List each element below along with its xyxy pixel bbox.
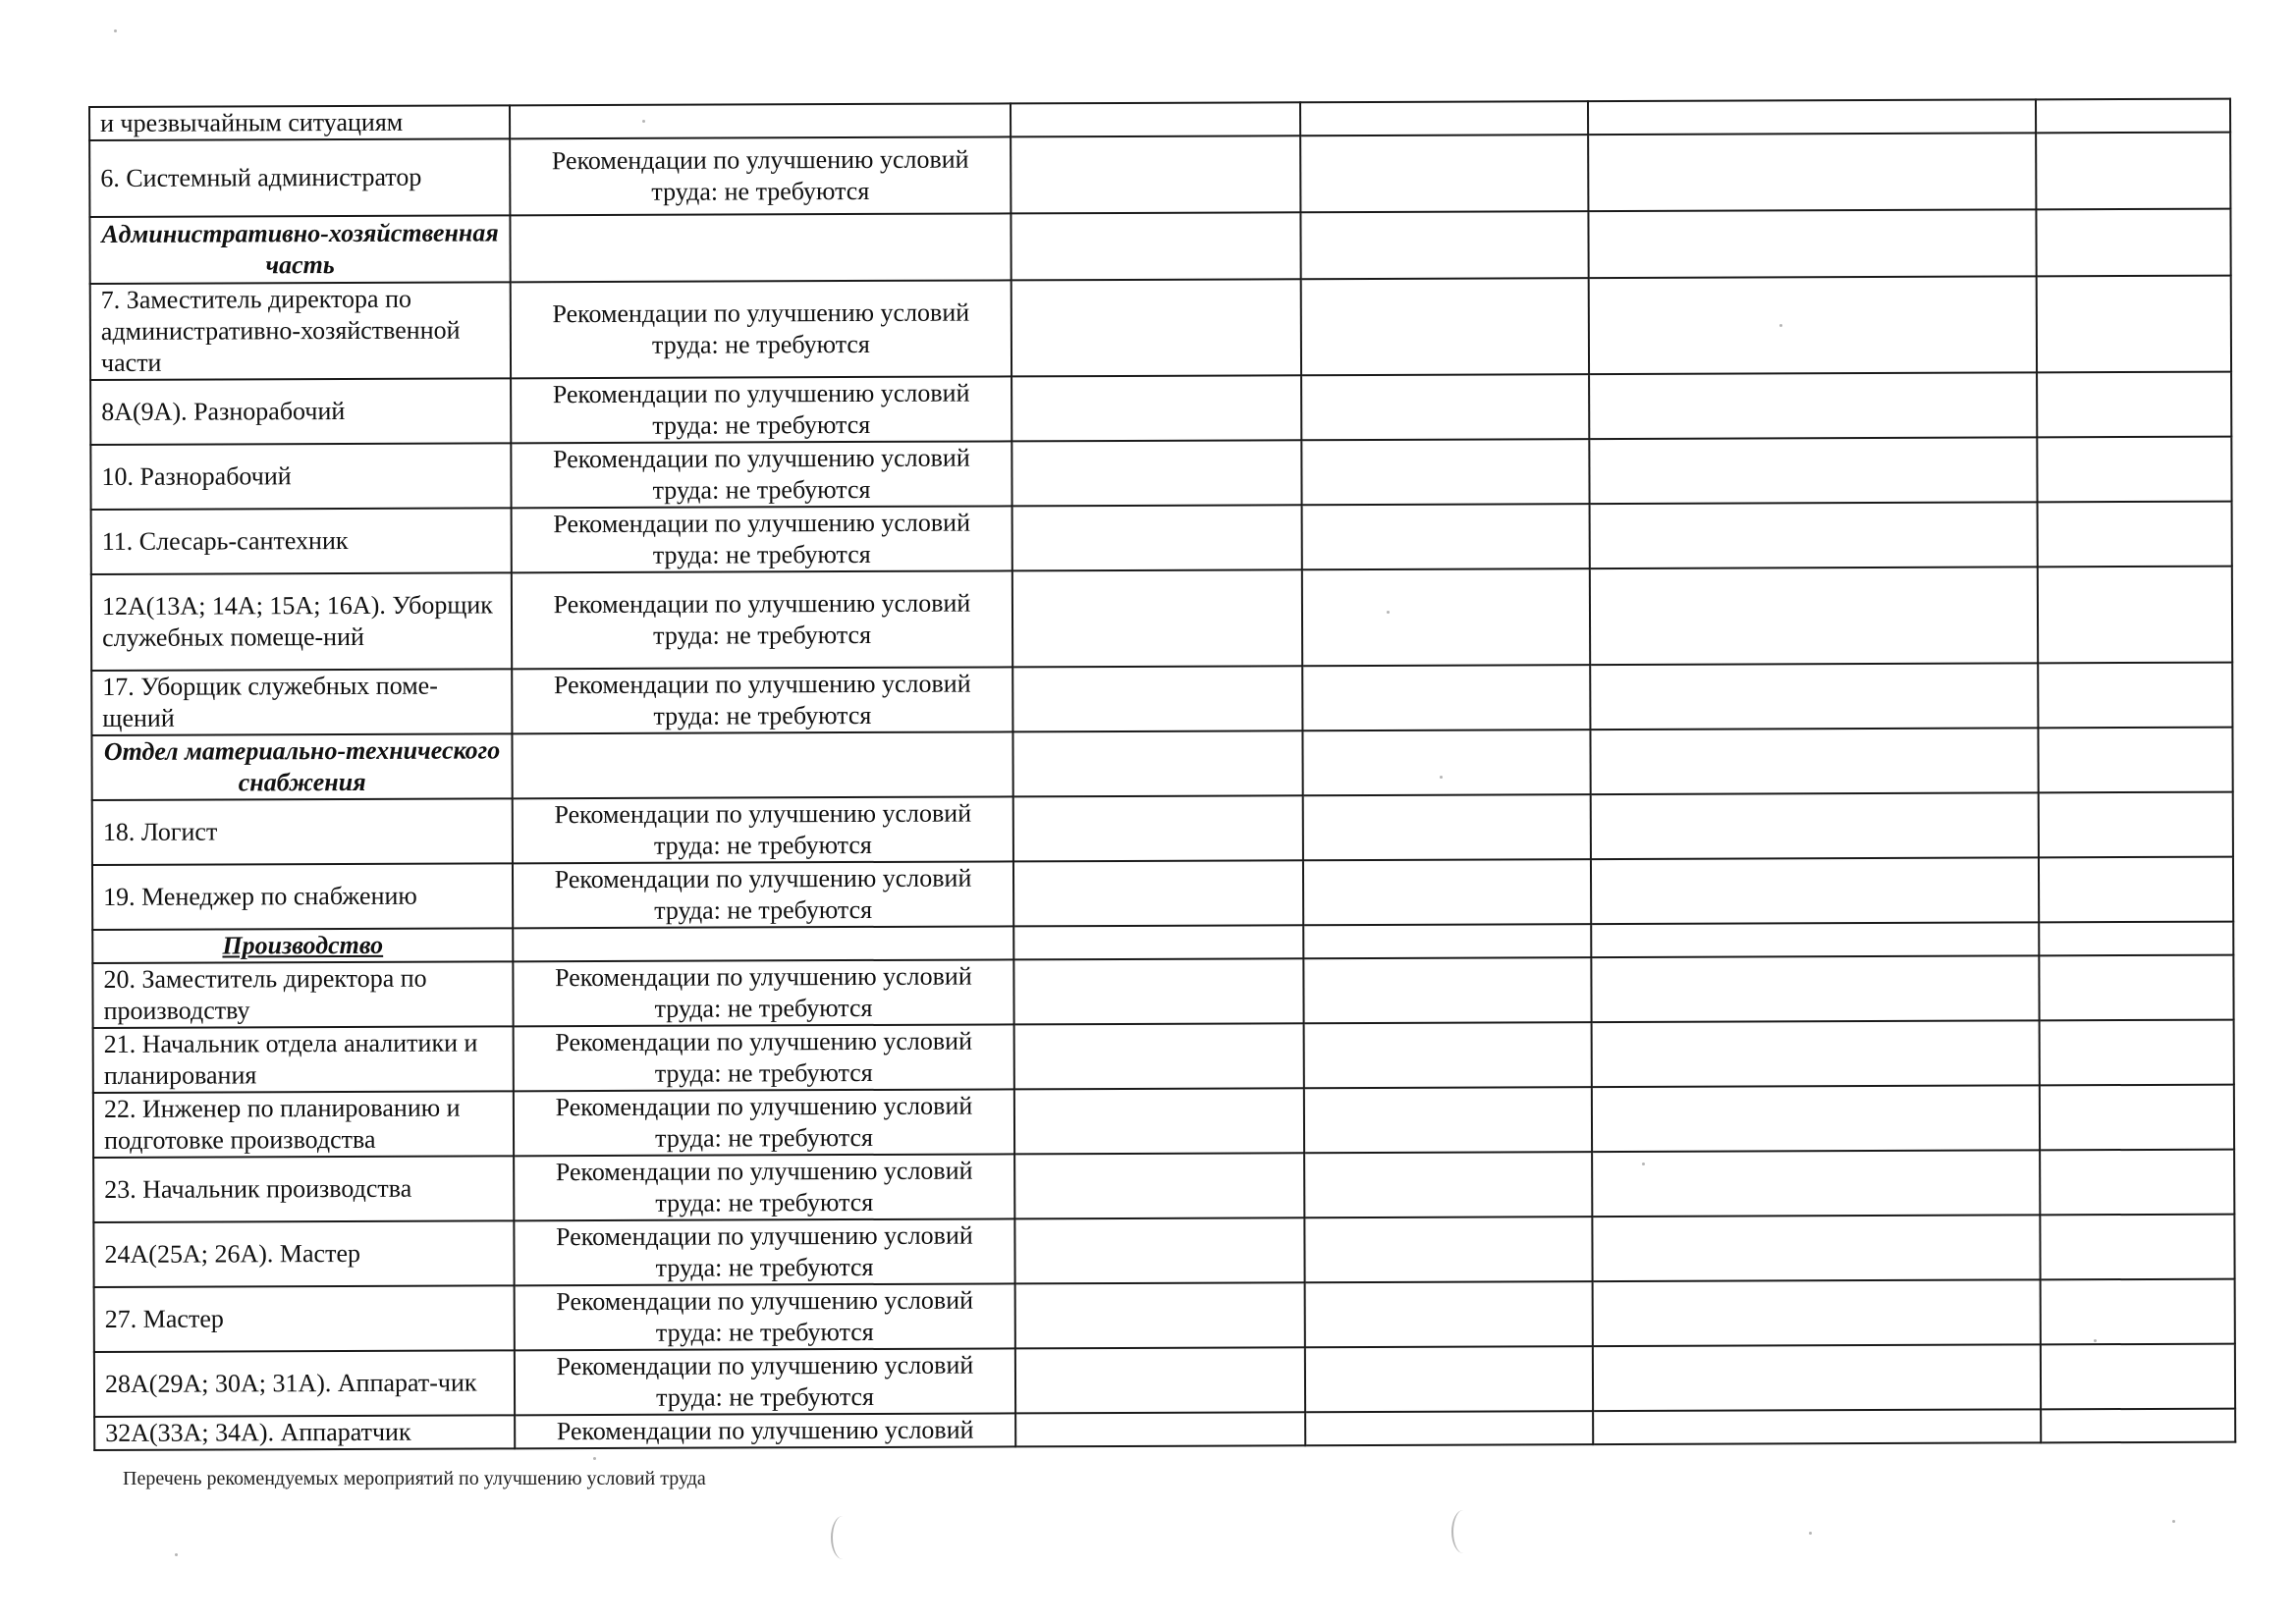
recommendation-cell: Рекомендации по улучшению условий труда: не требуются xyxy=(512,570,1012,669)
table-row xyxy=(92,792,2233,865)
position-cell: 21. Начальник отдела аналитики и планирования xyxy=(93,1026,514,1093)
empty-cell xyxy=(1592,1215,2040,1281)
empty-cell xyxy=(1013,795,1303,861)
scan-speck xyxy=(642,120,645,123)
table-row xyxy=(92,955,2233,1028)
empty-cell xyxy=(1012,569,1302,667)
scan-speck xyxy=(1642,1163,1645,1165)
empty-cell xyxy=(1591,857,2039,924)
empty-cell xyxy=(2041,1344,2235,1410)
empty-cell xyxy=(2041,1409,2235,1443)
position-cell: 27. Мастер xyxy=(94,1285,515,1352)
section-heading-cell xyxy=(89,215,510,284)
empty-cell xyxy=(1015,1412,1305,1446)
scan-speck xyxy=(593,1457,596,1460)
measures-table xyxy=(88,98,2236,1451)
section-heading-cell xyxy=(92,928,513,963)
table-row xyxy=(93,1150,2234,1222)
empty-cell xyxy=(1588,133,2036,211)
empty-cell xyxy=(1304,1152,1592,1217)
empty-cell xyxy=(2040,1215,2234,1280)
empty-cell xyxy=(1300,135,1588,212)
empty-cell xyxy=(1303,924,1591,958)
empty-cell xyxy=(1013,860,1303,926)
empty-cell xyxy=(1300,101,1588,135)
empty-cell xyxy=(2037,437,2231,503)
empty-cell xyxy=(1015,1282,1305,1348)
position-cell: 23. Начальник производства xyxy=(93,1156,514,1222)
empty-cell xyxy=(1592,1020,2040,1087)
scan-speck xyxy=(1440,776,1443,779)
empty-cell xyxy=(1012,730,1302,796)
position-cell: 28А(29А; 30А; 31А). Аппарат-чик xyxy=(94,1350,515,1417)
empty-cell xyxy=(1305,1346,1593,1412)
document-sheet xyxy=(88,98,2234,1451)
empty-cell xyxy=(2038,502,2232,568)
recommendation-cell xyxy=(510,213,1011,282)
empty-cell xyxy=(1590,663,2038,730)
empty-cell xyxy=(1012,666,1302,731)
empty-cell xyxy=(1014,1088,1304,1154)
footer-caption: Перечень рекомендуемых мероприятий по улучшению условий труда xyxy=(123,1468,706,1489)
empty-cell xyxy=(1011,212,1300,280)
recommendation-cell: Рекомендации по улучшению условий труда: не требуются xyxy=(513,959,1013,1026)
recommendation-cell: Рекомендации по улучшению условий труда: не требуются xyxy=(511,441,1011,508)
table-row xyxy=(91,663,2232,735)
empty-cell xyxy=(2038,567,2232,664)
empty-cell xyxy=(1593,1409,2041,1444)
empty-cell xyxy=(1301,278,1589,375)
position-cell: 12А(13А; 14А; 15А; 16А). Уборщик служебных помеще-ний xyxy=(91,572,512,671)
empty-cell xyxy=(1011,102,1300,136)
section-heading-cell xyxy=(91,733,512,800)
table-row xyxy=(93,1215,2234,1287)
empty-cell xyxy=(1302,568,1590,666)
table-row xyxy=(92,857,2233,930)
position-cell: и чрезвычайным ситуациям xyxy=(89,105,510,140)
empty-cell xyxy=(1014,1153,1304,1218)
empty-cell xyxy=(1014,1023,1304,1089)
position-cell: 11. Слесарь-сантехник xyxy=(91,508,512,574)
empty-cell xyxy=(1303,957,1591,1023)
empty-cell xyxy=(1589,276,2037,374)
section-heading: Административно-хозяйственная часть xyxy=(101,218,499,280)
empty-cell xyxy=(1301,439,1589,505)
empty-cell xyxy=(2039,955,2233,1021)
position-cell: 22. Инженер по планированию и подготовке производства xyxy=(93,1091,514,1158)
empty-cell xyxy=(1011,440,1301,506)
empty-cell xyxy=(1588,99,2036,135)
empty-cell xyxy=(2040,1150,2234,1216)
position-cell: 32А(33А; 34А). Аппаратчик xyxy=(94,1415,515,1450)
empty-cell xyxy=(1591,955,2039,1022)
recommendation-cell xyxy=(510,103,1011,138)
empty-cell xyxy=(2037,372,2231,438)
empty-cell xyxy=(1011,135,1300,213)
empty-cell xyxy=(1012,505,1302,570)
empty-cell xyxy=(1302,730,1590,795)
empty-cell xyxy=(1304,1022,1592,1088)
empty-cell xyxy=(2036,133,2230,210)
scan-speck xyxy=(1779,324,1782,327)
recommendation-cell: Рекомендации по улучшению условий труда: не требуются xyxy=(512,506,1012,572)
table-row xyxy=(94,1409,2235,1450)
empty-cell xyxy=(1592,1150,2040,1217)
empty-cell xyxy=(1591,922,2039,957)
position-cell: 24А(25А; 26А). Мастер xyxy=(93,1220,514,1287)
recommendation-cell: Рекомендации по улучшению условий xyxy=(515,1413,1015,1448)
table-row xyxy=(93,1020,2234,1093)
empty-cell xyxy=(1302,504,1590,569)
recommendation-cell: Рекомендации по улучшению условий труда: не требуются xyxy=(514,1089,1014,1156)
position-cell: 6. Системный администратор xyxy=(89,138,510,217)
empty-cell xyxy=(1589,437,2037,504)
table-row xyxy=(91,567,2232,671)
recommendation-cell: Рекомендации по улучшению условий труда: не требуются xyxy=(513,796,1013,863)
empty-cell xyxy=(1591,792,2039,859)
empty-cell xyxy=(1588,209,2036,278)
position-cell: 19. Менеджер по снабжению xyxy=(92,863,513,930)
empty-cell xyxy=(1304,1087,1592,1153)
empty-cell xyxy=(1013,958,1303,1024)
empty-cell xyxy=(1305,1411,1593,1445)
empty-cell xyxy=(2039,792,2233,858)
empty-cell xyxy=(1011,279,1301,376)
empty-cell xyxy=(2038,728,2232,793)
table-row xyxy=(91,502,2232,574)
empty-cell xyxy=(2038,663,2232,729)
recommendation-cell: Рекомендации по улучшению условий труда: не требуются xyxy=(513,861,1013,928)
empty-cell xyxy=(2039,922,2233,956)
empty-cell xyxy=(1590,567,2038,665)
scan-speck xyxy=(1387,611,1390,614)
empty-cell xyxy=(2037,276,2231,373)
empty-cell xyxy=(1011,375,1301,441)
empty-cell xyxy=(2040,1085,2234,1151)
empty-cell xyxy=(1589,372,2037,439)
section-heading: Производство xyxy=(222,930,384,960)
empty-cell xyxy=(2041,1279,2235,1345)
table-row xyxy=(90,276,2231,380)
empty-cell xyxy=(1303,794,1591,860)
recommendation-cell: Рекомендации по улучшению условий труда: не требуются xyxy=(514,1024,1014,1091)
punch-hole-mark xyxy=(1451,1510,1475,1553)
empty-cell xyxy=(1302,665,1590,730)
recommendation-cell: Рекомендации по улучшению условий труда: не требуются xyxy=(514,1218,1014,1285)
empty-cell xyxy=(2039,857,2233,923)
recommendation-cell: Рекомендации по улучшению условий труда: не требуются xyxy=(511,280,1011,378)
table-row xyxy=(90,437,2231,510)
empty-cell xyxy=(2036,209,2230,277)
position-cell: 10. Разнорабочий xyxy=(90,443,511,510)
empty-cell xyxy=(1590,502,2038,568)
table-row xyxy=(93,1085,2234,1158)
section-row xyxy=(91,728,2232,800)
section-heading: Отдел материально-технического снабжения xyxy=(103,735,501,797)
table-row xyxy=(94,1279,2235,1352)
scan-speck xyxy=(2094,1339,2097,1342)
table-row xyxy=(90,372,2231,445)
recommendation-cell: Рекомендации по улучшению условий труда: не требуются xyxy=(511,376,1011,443)
empty-cell xyxy=(1013,925,1303,959)
empty-cell xyxy=(1590,728,2038,794)
empty-cell xyxy=(1592,1085,2040,1152)
recommendation-cell: Рекомендации по улучшению условий труда: не требуются xyxy=(515,1283,1015,1350)
position-cell: 17. Уборщик служебных поме-щений xyxy=(91,669,512,735)
empty-cell xyxy=(1300,211,1588,279)
recommendation-cell: Рекомендации по улучшению условий труда: не требуются xyxy=(510,136,1011,215)
empty-cell xyxy=(1303,859,1591,925)
punch-hole-mark xyxy=(831,1516,854,1559)
scan-speck xyxy=(175,1553,178,1556)
empty-cell xyxy=(1301,374,1589,440)
recommendation-cell xyxy=(513,926,1013,961)
empty-cell xyxy=(1304,1217,1592,1282)
section-row xyxy=(89,209,2230,284)
recommendation-cell: Рекомендации по улучшению условий труда: не требуются xyxy=(514,1154,1014,1220)
recommendation-cell xyxy=(512,731,1012,798)
table-body xyxy=(89,99,2235,1450)
empty-cell xyxy=(2040,1020,2234,1086)
position-cell: 7. Заместитель директора по административно-хозяйственной части xyxy=(90,282,511,380)
position-cell: 8А(9А). Разнорабочий xyxy=(90,378,511,445)
scan-speck xyxy=(114,29,117,32)
empty-cell xyxy=(2036,99,2230,134)
empty-cell xyxy=(1593,1279,2041,1346)
recommendation-cell: Рекомендации по улучшению условий труда: не требуются xyxy=(512,667,1012,733)
position-cell: 18. Логист xyxy=(92,798,513,865)
empty-cell xyxy=(1014,1217,1304,1283)
table-row xyxy=(94,1344,2235,1417)
empty-cell xyxy=(1305,1281,1593,1347)
scan-speck xyxy=(1809,1532,1812,1535)
table-row xyxy=(89,133,2230,217)
empty-cell xyxy=(1593,1344,2041,1411)
scan-speck xyxy=(2172,1520,2175,1523)
recommendation-cell: Рекомендации по улучшению условий труда: не требуются xyxy=(515,1348,1015,1415)
empty-cell xyxy=(1015,1347,1305,1413)
position-cell: 20. Заместитель директора по производству xyxy=(92,961,513,1028)
